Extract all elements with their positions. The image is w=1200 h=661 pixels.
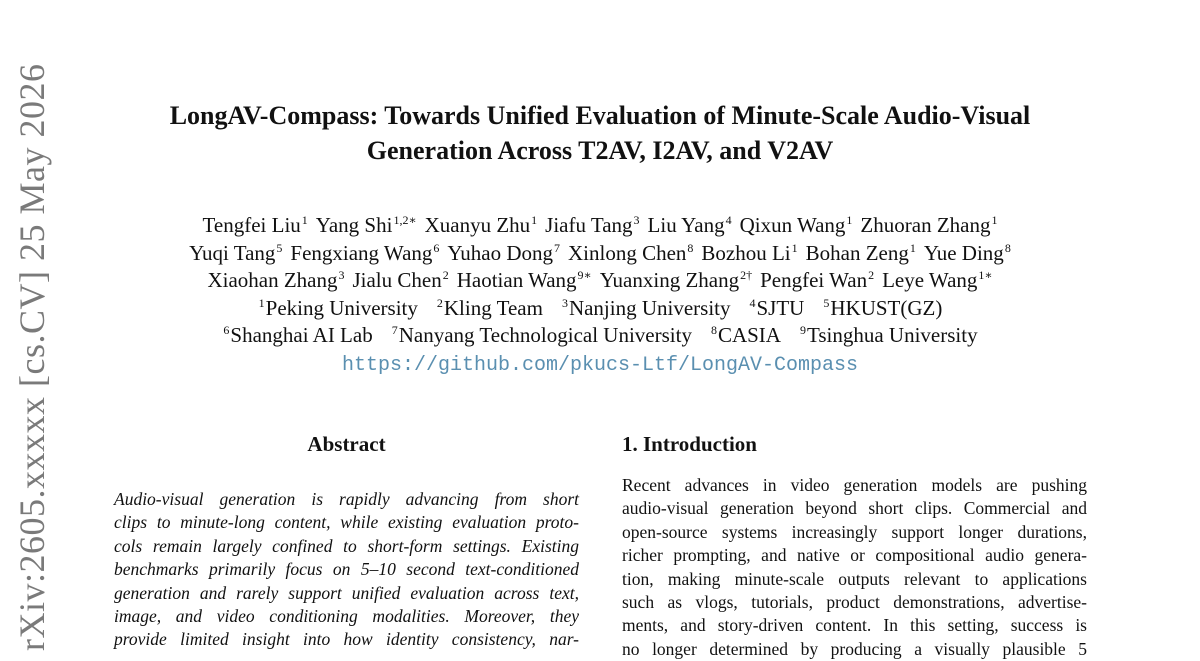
author-row [0, 240, 1200, 268]
text-line: such as vlogs, tutorials, product demonstrations, advertise- [622, 592, 1087, 613]
author-name: Jiafu Tang$^3$ [545, 213, 640, 237]
author-name: Xuanyu Zhu$^1$ [424, 213, 538, 237]
text-line: benchmarks primarily focus on 5–10 second text-conditioned [114, 559, 579, 580]
author-superscript: 5 [276, 240, 283, 255]
introduction-section [622, 430, 1087, 661]
author-name: Leye Wang$^{1∗}$ [882, 268, 993, 292]
author-name: Fengxiang Wang$^6$ [290, 240, 440, 265]
author-row [0, 212, 1200, 240]
github-link[interactable]: https://github.com/pkucs-Ltf/LongAV-Compass [341, 353, 859, 377]
author-superscript: 9∗ [577, 268, 592, 282]
affiliation-row [0, 295, 1200, 323]
author-superscript: 1 [991, 213, 998, 227]
author-list [0, 212, 1200, 295]
author-superscript: 2† [740, 268, 753, 282]
abstract-heading: Abstract [307, 432, 386, 456]
affiliation-item: $^4$SJTU [749, 295, 805, 320]
paper-title [0, 98, 1200, 168]
author-name: Yue Ding$^8$ [923, 240, 1011, 265]
author-superscript: 7 [553, 240, 560, 255]
author-name: Xiaohan Zhang$^3$ [207, 268, 345, 292]
author-superscript: 1 [791, 240, 798, 255]
affiliation-item: $^5$HKUST(GZ) [823, 295, 943, 320]
author-name: Yuanxing Zhang$^{2\dagger}$ [599, 268, 753, 292]
author-name: Liu Yang$^4$ [647, 213, 732, 237]
author-name: Qixun Wang$^1$ [739, 213, 853, 237]
author-name: Tengfei Liu$^1$ [202, 213, 308, 237]
author-name: Xinlong Chen$^8$ [567, 240, 694, 265]
introduction-heading: 1. Introduction [622, 432, 757, 456]
author-row [0, 267, 1200, 295]
text-line: Audio-visual generation is rapidly advancing from short [114, 489, 579, 509]
author-superscript: 1∗ [978, 268, 993, 282]
title-line-2: Generation Across T2AV, I2AV, and V2AV [366, 136, 834, 165]
author-superscript: 8 [687, 240, 694, 255]
affiliation-item: $^9$Tsinghua University [799, 323, 978, 347]
text-line: open-source systems increasingly support longer durations, [622, 521, 1087, 542]
author-name: Bohan Zeng$^1$ [805, 240, 916, 265]
text-line: image, and video conditioning modalities. Moreover, they [114, 606, 579, 627]
author-name: Yuqi Tang$^5$ [189, 240, 283, 265]
affiliation-item: $^7$Nanyang Technological University [391, 323, 692, 347]
author-superscript: 8 [1004, 240, 1011, 255]
author-superscript: 3 [633, 213, 640, 227]
affiliation-item: $^3$Nanjing University [561, 295, 731, 320]
affiliation-item: $^2$Kling Team [436, 295, 543, 320]
author-name: Bozhou Li$^1$ [701, 240, 798, 265]
text-line: ments, and story-driven content. In this setting, success is [622, 615, 1087, 636]
text-line: cols remain largely confined to short-form settings. Existing [114, 535, 579, 556]
author-superscript: 1 [846, 213, 853, 227]
author-name: Jialu Chen$^2$ [352, 268, 449, 292]
author-superscript: 1 [531, 213, 538, 227]
author-name: Yuhao Dong$^7$ [447, 240, 560, 265]
text-line: Recent advances in video generation models are pushing [622, 475, 1087, 495]
author-name: Pengfei Wan$^2$ [760, 268, 875, 292]
author-superscript: 6 [433, 240, 440, 255]
text-line: clips to minute-long content, while existing evaluation proto- [114, 512, 579, 533]
author-superscript: 1 [301, 213, 308, 227]
author-block [0, 212, 1200, 379]
text-line: no longer determined by producing a visually plausible 5 [622, 638, 1087, 659]
introduction-text [622, 474, 1087, 661]
text-line: tion, making minute-scale outputs relevant to applications [622, 568, 1087, 589]
affiliation-item: $^1$Peking University [258, 295, 418, 320]
author-superscript: 2 [442, 268, 449, 282]
text-line: provide limited insight into how identity consistency, nar- [114, 629, 579, 650]
author-name: Yang Shi$^{1,2∗}$ [315, 213, 417, 237]
author-superscript: 1,2∗ [393, 213, 417, 227]
affiliation-item: $^8$CASIA [710, 323, 781, 347]
author-superscript: 1 [909, 240, 916, 255]
text-line: audio-visual generation beyond short clips. Commercial and [622, 498, 1087, 519]
affiliation-row [0, 322, 1200, 350]
author-name: Zhuoran Zhang$^1$ [860, 213, 998, 237]
author-superscript: 4 [725, 213, 732, 227]
text-line: generation and rarely support unified evaluation across text, [114, 582, 579, 603]
title-line-1: LongAV-Compass: Towards Unified Evaluation of Minute-Scale Audio-Visual [169, 101, 1031, 130]
author-superscript: 3 [338, 268, 345, 282]
author-name: Haotian Wang$^{9∗}$ [456, 268, 592, 292]
affiliation-item: $^6$Shanghai AI Lab [223, 323, 373, 347]
affiliation-list [0, 295, 1200, 350]
author-superscript: 2 [868, 268, 875, 282]
text-line: richer prompting, and native or compositional audio genera- [622, 545, 1087, 566]
abstract-text [114, 488, 579, 652]
abstract-section [114, 430, 579, 652]
arxiv-sidebar-id: rXiv:2605.xxxxx [cs.CV] 25 May 2026 [12, 63, 52, 651]
